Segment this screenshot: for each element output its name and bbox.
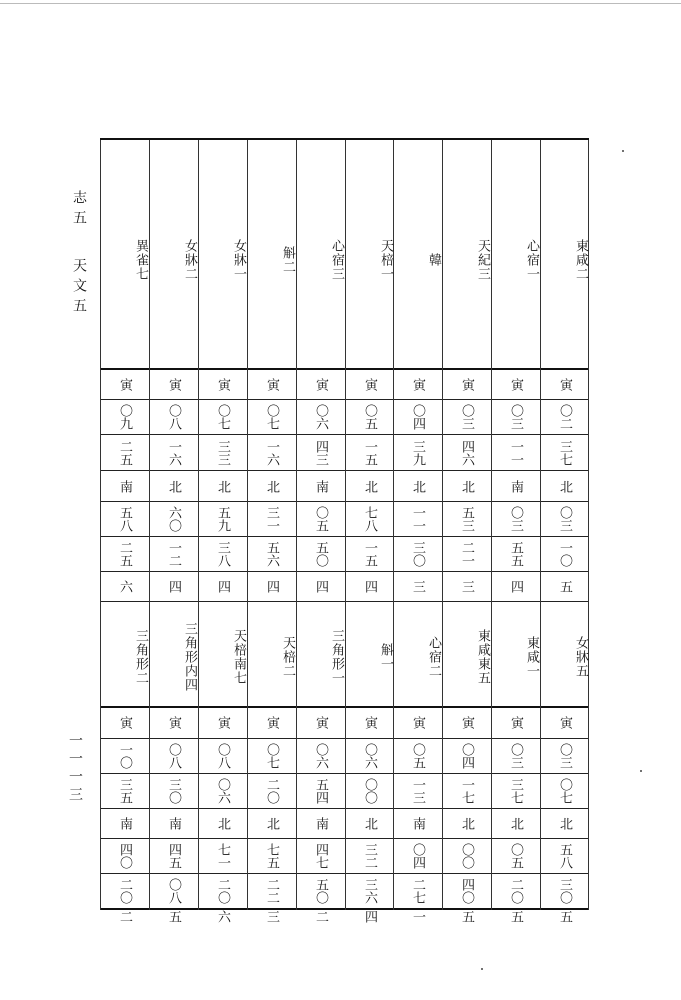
table-cell: 七八 (362, 506, 377, 532)
star-catalog-table (100, 138, 589, 923)
table-cell: 〇二 (557, 404, 572, 430)
table-cell: 三〇 (166, 778, 181, 804)
chapter-label: 志五 (71, 190, 87, 230)
table-cell: 〇五 (410, 743, 425, 769)
table-cell: 四 (508, 580, 523, 593)
table-cell: 四〇 (459, 878, 474, 904)
table-cell: 一〇 (117, 743, 132, 769)
table-cell: 〇六 (362, 743, 377, 769)
table-cell: 五八 (117, 506, 132, 532)
table-cell: 東咸一 (524, 636, 539, 678)
table-cell: 五九 (215, 506, 230, 532)
table-cell: 三九 (410, 439, 425, 466)
table-cell: 寅 (508, 377, 523, 391)
table-cell: 〇〇 (362, 778, 377, 804)
table-cell: 二 (313, 910, 328, 923)
table-cell: 寅 (362, 716, 377, 729)
table-cell: 〇六 (215, 778, 230, 804)
table-cell: 南 (313, 479, 328, 493)
table-cell: 〇七 (264, 404, 279, 430)
table-cell: 二五 (117, 541, 132, 567)
table-cell: 五六 (264, 541, 279, 567)
table-cell: 三角形内四 (182, 622, 197, 692)
table-cell: 五〇 (313, 878, 328, 904)
table-cell: 寅 (508, 716, 523, 729)
table-cell: 四〇 (117, 843, 132, 869)
table-cell: 斛一 (378, 643, 393, 671)
table-cell: 〇三 (508, 506, 523, 532)
table-cell: 三五 (117, 778, 132, 804)
table-cell: 〇三 (557, 743, 572, 769)
star-name-cell: 女牀一 (231, 238, 246, 281)
table-cell: 七一 (215, 843, 230, 869)
table-cell: 北 (459, 817, 474, 830)
table-cell: 南 (117, 817, 132, 830)
page-top-rule (0, 3, 681, 4)
table-cell: 〇八 (166, 743, 181, 769)
table-cell: 三七 (508, 778, 523, 804)
table-cell: 女牀五 (573, 636, 588, 678)
section-label: 天文五 (71, 258, 87, 318)
table-cell: 四六 (459, 439, 474, 466)
star-name-cell: 東咸二 (573, 238, 588, 281)
page-number: 一一一三 (67, 733, 83, 805)
print-speck (622, 150, 624, 152)
table-cell: 四三 (313, 439, 328, 466)
table-cell: 北 (166, 479, 181, 493)
table-cell: 寅 (557, 377, 572, 391)
table-cell: 寅 (410, 716, 425, 729)
table-cell: 四七 (313, 843, 328, 869)
table-cell: 北 (264, 817, 279, 830)
table-cell: 〇九 (117, 404, 132, 430)
table-cell: 北 (508, 817, 523, 830)
table-cell: 寅 (557, 716, 572, 729)
table-cell: 寅 (215, 716, 230, 729)
table-cell: 〇七 (215, 404, 230, 430)
table-cell: 〇六 (313, 743, 328, 769)
table-cell: 〇七 (557, 778, 572, 804)
table-cell: 〇五 (313, 506, 328, 532)
table-cell: 北 (362, 817, 377, 830)
table-cell: 一六 (264, 439, 279, 466)
table-cell: 南 (410, 817, 425, 830)
table-cell: 〇三 (508, 404, 523, 430)
table-cell: 三三 (215, 439, 230, 466)
table-cell: 寅 (264, 377, 279, 391)
table-cell: 四 (264, 580, 279, 593)
table-cell: 三六 (362, 878, 377, 904)
table-cell: 三二 (362, 843, 377, 869)
table-cell: 五四 (313, 778, 328, 804)
table-cell: 南 (117, 479, 132, 493)
table-cell: 一一 (508, 439, 523, 466)
table-cell: 一五 (362, 439, 377, 466)
table-cell: 北 (362, 479, 377, 493)
table-cell: 五三 (459, 506, 474, 532)
table-cell: 三 (264, 910, 279, 923)
table-cell: 〇八 (166, 404, 181, 430)
table-cell: 二〇 (215, 878, 230, 904)
table-cell: 〇四 (410, 843, 425, 869)
table-cell: 三〇 (557, 878, 572, 904)
table-cell: 四 (362, 910, 377, 923)
table-cell: 一二 (166, 541, 181, 567)
table-cell: 北 (459, 479, 474, 493)
table-cell: 一 (410, 910, 425, 923)
table-cell: 北 (215, 817, 230, 830)
table-cell: 心宿二 (426, 636, 441, 678)
table-cell: 北 (557, 479, 572, 493)
table-cell: 南 (166, 817, 181, 830)
table-cell: 三一 (264, 506, 279, 532)
table-cell: 寅 (459, 377, 474, 391)
table-cell: 〇六 (313, 404, 328, 430)
table-cell: 北 (215, 479, 230, 493)
table-cell: 二二 (264, 878, 279, 904)
table-cell: 〇三 (508, 743, 523, 769)
print-speck (640, 770, 642, 772)
table-cell: 〇四 (410, 404, 425, 430)
star-name-cell: 韓 (426, 252, 441, 267)
star-name-cell: 天棓一 (378, 238, 393, 281)
table-cell: 六 (117, 580, 132, 593)
table-cell: 二〇 (508, 878, 523, 904)
table-cell: 一五 (362, 541, 377, 567)
table-cell: 〇〇 (459, 843, 474, 869)
table-cell: 三八 (215, 541, 230, 567)
table-cell: 七五 (264, 843, 279, 869)
table-cell: 一一 (410, 506, 425, 532)
table-cell: 寅 (264, 716, 279, 729)
table-cell: 〇三 (557, 506, 572, 532)
table-cell: 〇八 (215, 743, 230, 769)
table-cell: 〇五 (362, 404, 377, 430)
table-cell: 六〇 (166, 506, 181, 532)
table-cell: 二一 (459, 541, 474, 567)
table-cell: 寅 (117, 377, 132, 391)
star-name-cell: 斛二 (280, 245, 295, 274)
star-name-cell: 心宿一 (524, 238, 539, 281)
table-cell: 寅 (313, 377, 328, 391)
table-cell: 寅 (166, 377, 181, 391)
table-cell: 五 (557, 580, 572, 593)
table-cell: 寅 (215, 377, 230, 391)
star-name-cell: 女牀二 (182, 238, 197, 281)
table-cell: 南 (313, 817, 328, 830)
table-cell: 五五 (508, 541, 523, 567)
table-cell: 四 (166, 580, 181, 593)
table-cell: 一六 (166, 439, 181, 466)
table-cell: 一三 (410, 778, 425, 804)
table-cell: 二五 (117, 439, 132, 466)
table-cell: 東咸東五 (475, 629, 490, 685)
star-name-cell: 異雀七 (133, 238, 148, 281)
table-cell: 四 (313, 580, 328, 593)
table-cell: 五〇 (313, 541, 328, 567)
table-cell: 五 (508, 910, 523, 923)
print-speck (481, 968, 483, 970)
table-cell: 寅 (410, 377, 425, 391)
table-cell: 二〇 (117, 878, 132, 904)
table-column-rule (588, 140, 589, 910)
table-cell: 〇七 (264, 743, 279, 769)
table-cell: 寅 (117, 716, 132, 729)
table-cell: 〇八 (166, 878, 181, 904)
table-cell: 二七 (410, 878, 425, 904)
table-cell: 北 (557, 817, 572, 830)
table-cell: 三 (459, 580, 474, 593)
table-cell: 〇四 (459, 743, 474, 769)
table-cell: 四五 (166, 843, 181, 869)
table-cell: 三七 (557, 439, 572, 466)
star-name-cell: 天紀三 (475, 238, 490, 281)
table-cell: 寅 (459, 716, 474, 729)
table-cell: 寅 (166, 716, 181, 729)
table-cell: 一〇 (557, 541, 572, 567)
table-cell: 北 (264, 479, 279, 493)
table-cell: 三 (410, 580, 425, 593)
table-cell: 天棓二 (280, 636, 295, 678)
table-cell: 寅 (313, 716, 328, 729)
table-cell: 北 (410, 479, 425, 493)
table-cell: 四 (215, 580, 230, 593)
table-cell: 三角形二 (133, 629, 148, 685)
table-cell: 寅 (362, 377, 377, 391)
table-cell: 一七 (459, 778, 474, 804)
table-cell: 五 (557, 910, 572, 923)
table-cell: 四 (362, 580, 377, 593)
table-cell: 〇三 (459, 404, 474, 430)
table-cell: 二〇 (264, 778, 279, 804)
table-cell: 二 (117, 910, 132, 923)
table-cell: 五 (166, 910, 181, 923)
table-cell: 〇五 (508, 843, 523, 869)
table-cell: 六 (215, 910, 230, 923)
table-cell: 天棓南七 (231, 629, 246, 685)
table-cell: 三〇 (410, 541, 425, 567)
table-cell: 五八 (557, 843, 572, 869)
table-cell: 五 (459, 910, 474, 923)
table-cell: 三角形一 (329, 629, 344, 685)
star-name-cell: 心宿三 (329, 238, 344, 281)
table-cell: 南 (508, 479, 523, 493)
